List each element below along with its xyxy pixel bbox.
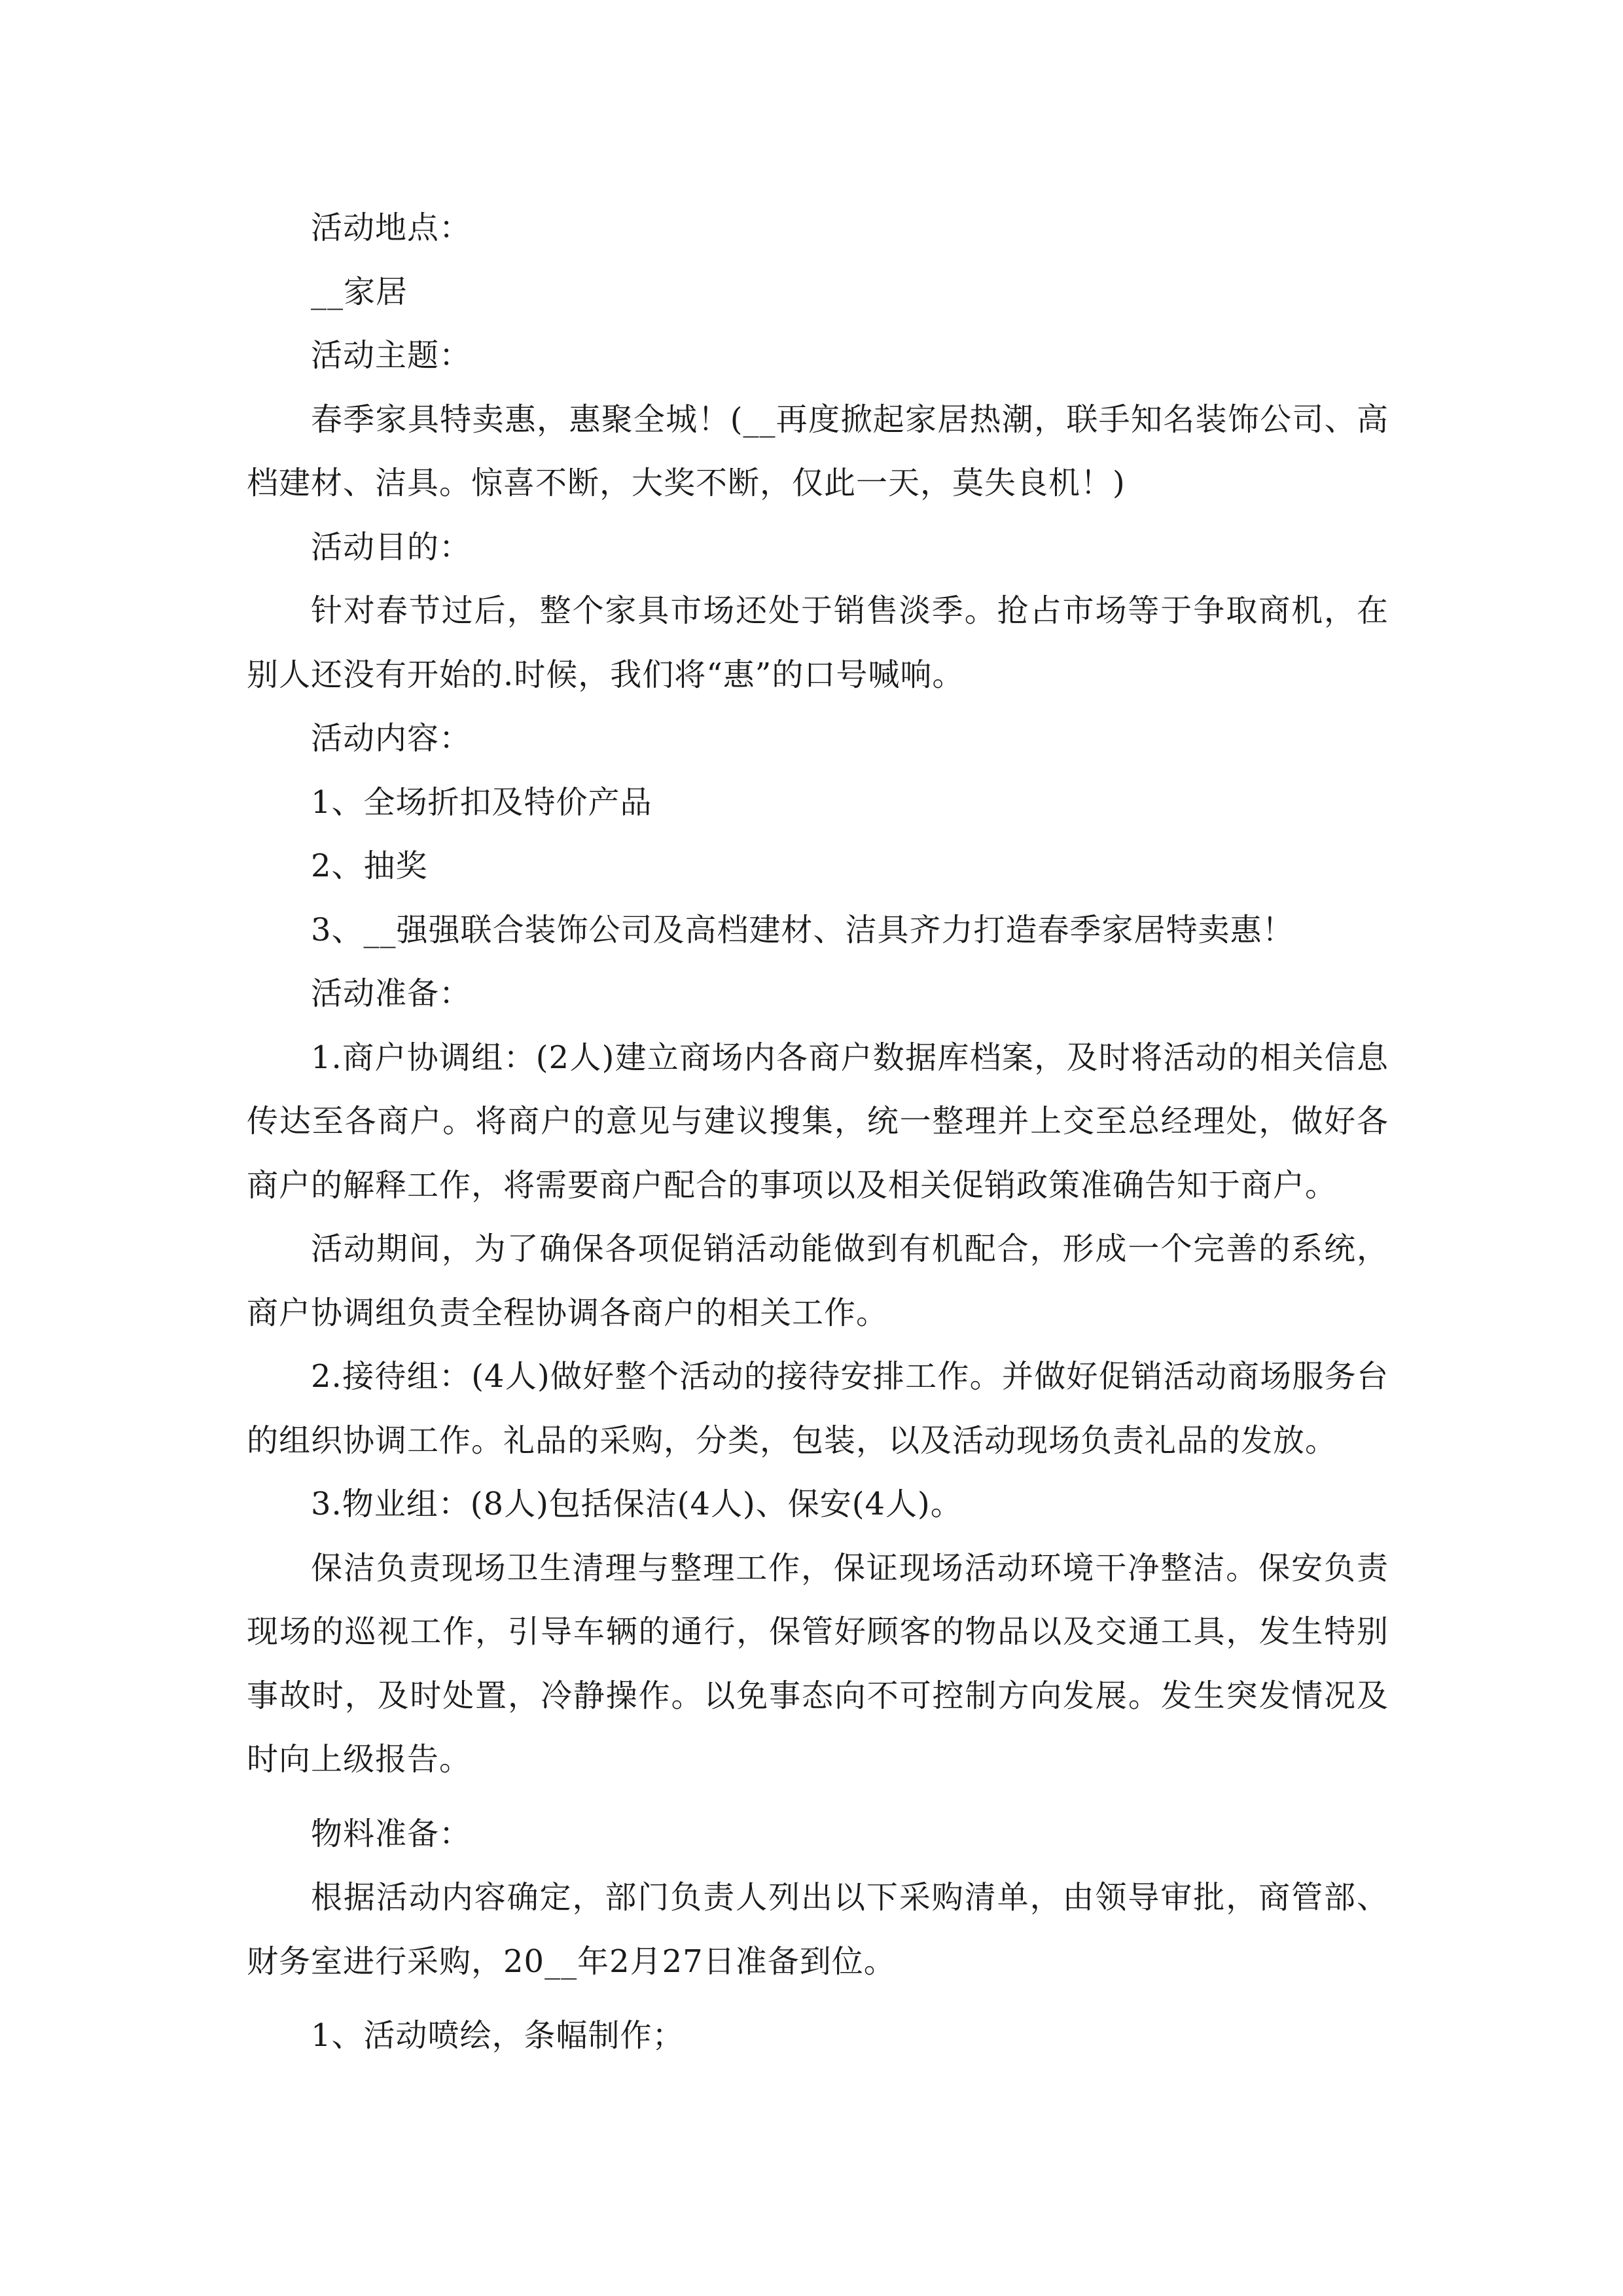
prep-property-group: 3.物业组：(8人)包括保洁(4人)、保安(4人)。 (311, 1486, 963, 1522)
heading-content: 活动内容： (311, 720, 472, 757)
content-item-3: 3、__强强联合装饰公司及高档建材、洁具齐力打造春季家居特卖惠！ (311, 911, 1294, 948)
heading-location: 活动地点： (311, 209, 472, 246)
purpose-text: 针对春节过后，整个家具市场还处于销售淡季。抢占市场等于争取商机，在别人还没有开始的.时候，我们将“惠”的口号喊响。 (247, 592, 1389, 693)
heading-preparation: 活动准备： (311, 975, 472, 1012)
content-item-1: 1、全场折扣及特价产品 (311, 783, 652, 821)
materials-item-1: 1、活动喷绘，条幅制作； (311, 2017, 685, 2054)
prep-cleaning-security: 保洁负责现场卫生清理与整理工作，保证现场活动环境干净整洁。保安负责现场的巡视工作，引导车辆的通行，保管好顾客的物品以及交通工具，发生特别事故时，及时处置，冷静操作。以免事态向不可控制方向发展。发生突发情况及时向上级报告。 (247, 1549, 1389, 1778)
document-body (247, 196, 1389, 2068)
prep-activity-period: 活动期间，为了确保各项促销活动能做到有机配合，形成一个完善的系统，商户协调组负责全程协调各商户的相关工作。 (247, 1230, 1389, 1331)
location-value: __家居 (311, 273, 408, 310)
prep-merchant-group: 1.商户协调组：(2人)建立商场内各商户数据库档案，及时将活动的相关信息传达至各商户。将商户的意见与建议搜集，统一整理并上交至总经理处，做好各商户的解释工作，将需要商户配合的事项以及相关促销政策准确告知于商户。 (247, 1039, 1389, 1204)
heading-purpose: 活动目的： (311, 528, 472, 565)
content-item-2: 2、抽奖 (311, 848, 428, 884)
materials-text: 根据活动内容确定，部门负责人列出以下采购清单，由领导审批，商管部、财务室进行采购，20__年2月27日准备到位。 (247, 1879, 1389, 1980)
prep-reception-group: 2.接待组：(4人)做好整个活动的接待安排工作。并做好促销活动商场服务台的组织协调工作。礼品的采购，分类，包装，以及活动现场负责礼品的发放。 (247, 1358, 1389, 1459)
heading-materials: 物料准备： (311, 1815, 472, 1852)
heading-theme: 活动主题： (311, 337, 472, 374)
theme-text: 春季家具特卖惠，惠聚全城！(__再度掀起家居热潮，联手知名装饰公司、高档建材、洁具。惊喜不断，大奖不断，仅此一天，莫失良机！) (247, 401, 1389, 501)
